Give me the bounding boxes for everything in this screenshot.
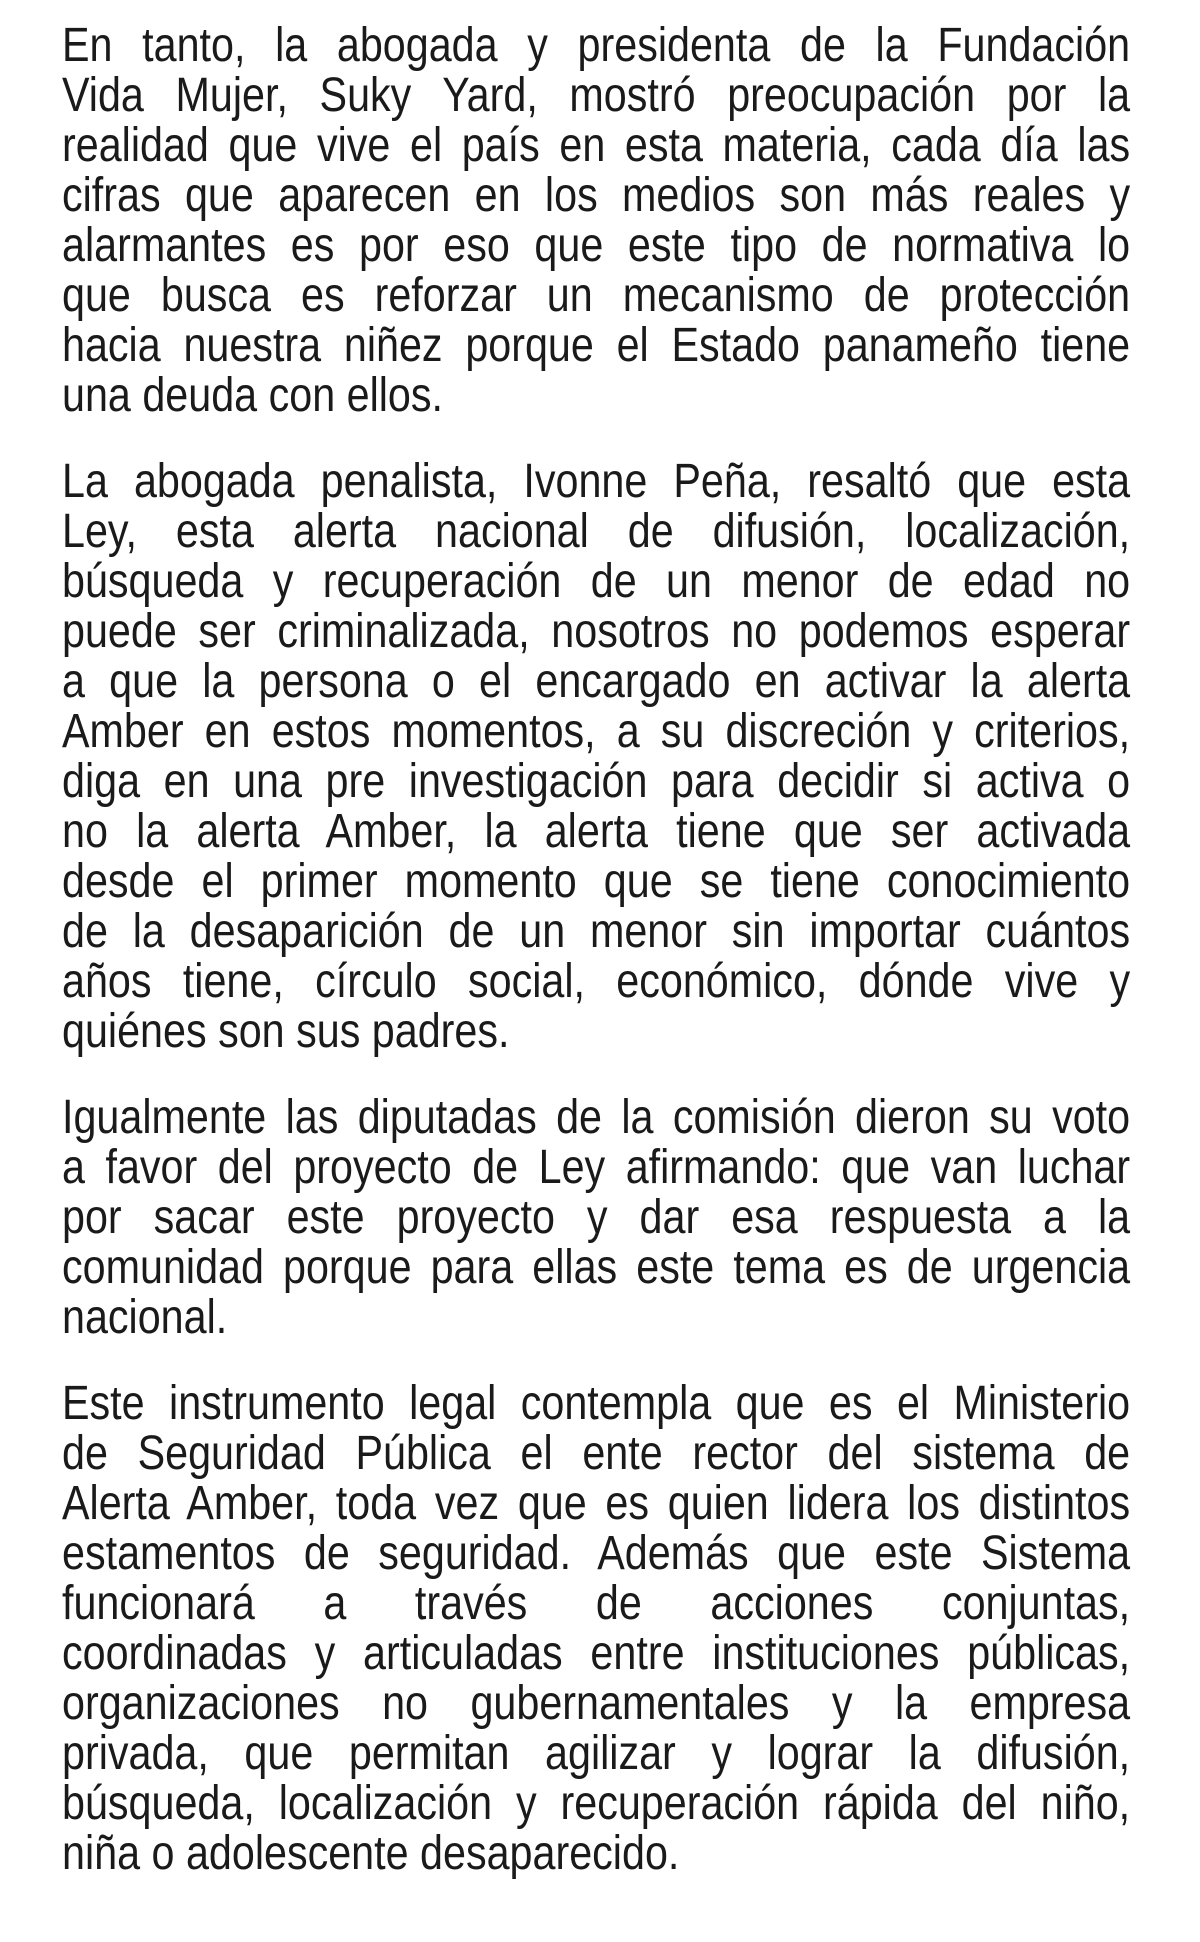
text-line: Ley, esta alerta nacional de difusión, localización, <box>62 505 1131 558</box>
text-line: por sacar este proyecto y dar esa respuesta a la <box>62 1191 1131 1244</box>
text-line: quiénes son sus padres. <box>62 1005 510 1058</box>
paragraph <box>62 457 1130 1057</box>
text-line: Este instrumento legal contempla que es el Ministerio <box>62 1377 1131 1430</box>
text-line: cifras que aparecen en los medios son más reales y <box>62 169 1131 222</box>
text-line: coordinadas y articuladas entre instituciones públicas, <box>62 1627 1131 1680</box>
text-line: hacia nuestra niñez porque el Estado panameño tiene <box>62 319 1131 372</box>
text-line: no la alerta Amber, la alerta tiene que ser activada <box>62 805 1131 858</box>
text-block <box>62 21 1130 1915</box>
text-line: a que la persona o el encargado en activar la alerta <box>62 655 1131 708</box>
text-line: años tiene, círculo social, económico, dónde vive y <box>62 955 1131 1008</box>
text-line: alarmantes es por eso que este tipo de normativa lo <box>62 219 1131 272</box>
paragraph <box>62 1093 1130 1343</box>
text-line: Amber en estos momentos, a su discreción y criterios, <box>62 705 1131 758</box>
text-line: realidad que vive el país en esta materia, cada día las <box>62 119 1131 172</box>
text-line: de Seguridad Pública el ente rector del sistema de <box>62 1427 1131 1480</box>
text-line: de la desaparición de un menor sin importar cuántos <box>62 905 1131 958</box>
text-line: búsqueda y recuperación de un menor de edad no <box>62 555 1131 608</box>
text-line: nacional. <box>62 1291 228 1344</box>
text-line: que busca es reforzar un mecanismo de protección <box>62 269 1131 322</box>
text-line: niña o adolescente desaparecido. <box>62 1827 680 1880</box>
text-line: privada, que permitan agilizar y lograr la difusión, <box>62 1727 1131 1780</box>
text-line: funcionará a través de acciones conjuntas, <box>62 1577 1131 1630</box>
text-line: organizaciones no gubernamentales y la empresa <box>62 1677 1131 1730</box>
text-line: desde el primer momento que se tiene conocimiento <box>62 855 1131 908</box>
text-line: comunidad porque para ellas este tema es de urgencia <box>62 1241 1131 1294</box>
text-line: una deuda con ellos. <box>62 369 443 422</box>
text-line: La abogada penalista, Ivonne Peña, resaltó que esta <box>62 455 1131 508</box>
text-line: Igualmente las diputadas de la comisión dieron su voto <box>62 1091 1131 1144</box>
text-line: a favor del proyecto de Ley afirmando: que van luchar <box>62 1141 1131 1194</box>
text-line: diga en una pre investigación para decidir si activa o <box>62 755 1131 808</box>
text-line: En tanto, la abogada y presidenta de la Fundación <box>62 19 1131 72</box>
text-line: búsqueda, localización y recuperación rápida del niño, <box>62 1777 1131 1830</box>
text-line: Alerta Amber, toda vez que es quien lidera los distintos <box>62 1477 1131 1530</box>
text-line: estamentos de seguridad. Además que este Sistema <box>62 1527 1131 1580</box>
text-line: Vida Mujer, Suky Yard, mostró preocupación por la <box>62 69 1131 122</box>
text-line: puede ser criminalizada, nosotros no podemos esperar <box>62 605 1131 658</box>
paragraph <box>62 21 1130 421</box>
paragraph <box>62 1379 1130 1879</box>
